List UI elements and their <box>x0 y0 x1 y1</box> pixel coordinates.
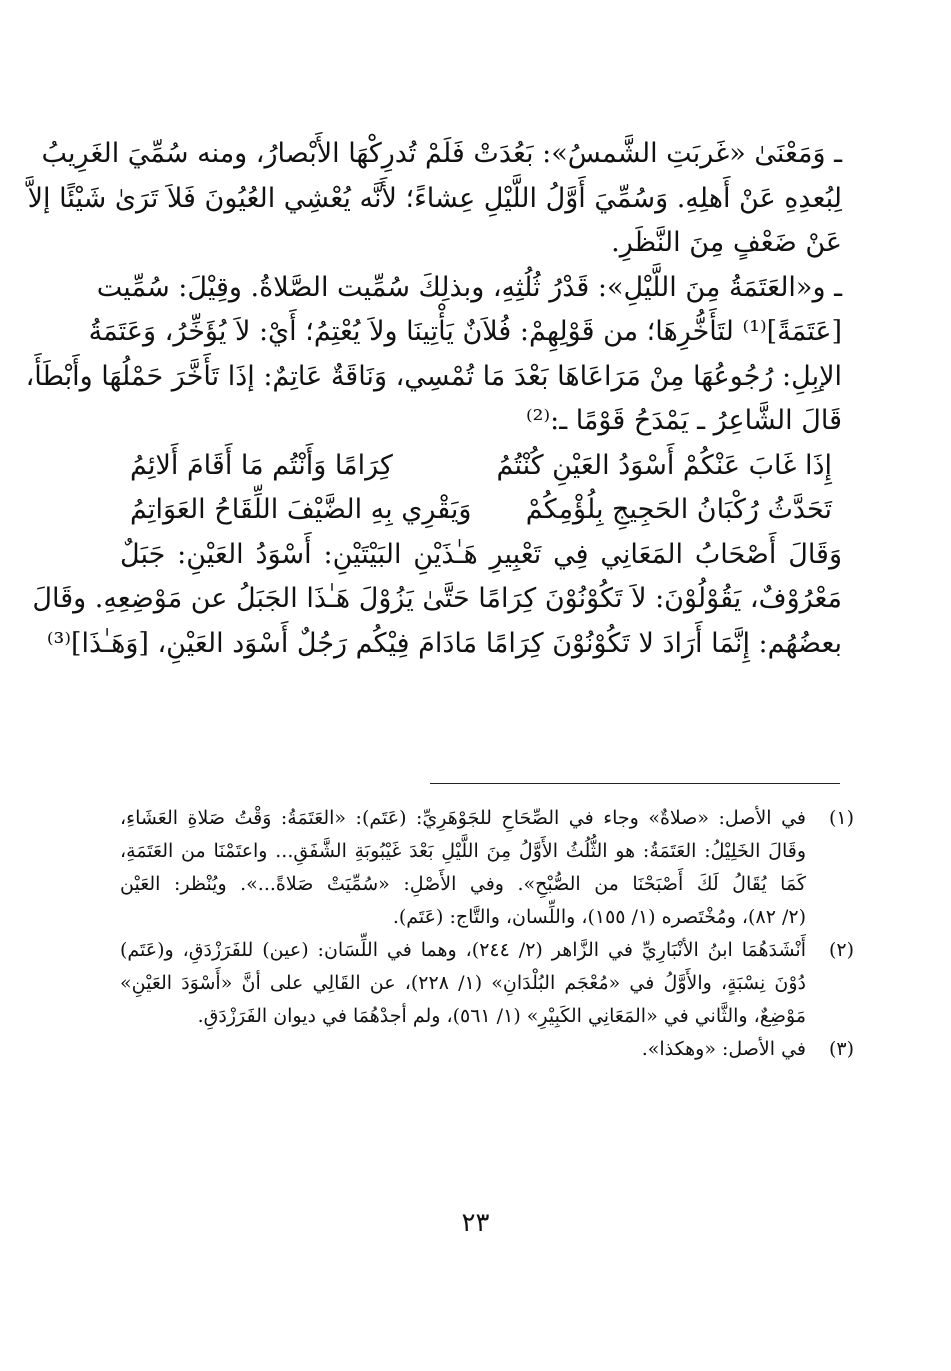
footnote-line: أَنْشَدَهُمَا ابنُ الأنْبَارِيِّ في الزَّاهر (٢/ ٢٤٤)، وهما في اللِّسَان: (عين) للفَرَزْدَقِ، و(عَتَم) <box>120 939 806 961</box>
footnote-number: (١) <box>828 807 854 829</box>
footnote <box>120 934 860 1033</box>
footnote-line: مَوْضِعٌ، والثَّاني في «المَعَانِي الكَبِيْرِ» (١/ ٥٦١)، ولم أجدْهُمَا في ديوان الفَرَزْدَقِ. <box>197 1005 806 1027</box>
text-line: عَنْ ضَعْفٍ مِنَ النَّظَرِ. <box>611 227 842 258</box>
text-line: وَقَالَ أَصْحَابُ المَعَانِي فِي تَعْبِيرِ هَـٰذَيْنِ البَيْتَيْنِ: أَسْوَدُ العَيْنِ: جَبَلٌ <box>120 538 842 570</box>
footnote-separator <box>430 783 840 784</box>
page-number: ٢٣ <box>461 1208 490 1238</box>
text-line: قَالَ الشَّاعِرُ ـ يَمْدَحُ قَوْمًا ـ:⁽²⁾ <box>526 405 842 436</box>
text-line: ـ و«العَتَمَةُ مِنَ اللَّيْلِ»: قَدْرُ ثُلُثِهِ، وبذلِكَ سُمِّيت الصَّلاةُ. وقِيْلَ: سُمِّيت <box>96 271 842 303</box>
verse-first-hemistich: إِذَا غَابَ عَنْكُمْ أَسْوَدُ العَيْنِ كُنْتُمُ <box>496 449 832 481</box>
text-line: الإبِلِ: رُجُوعُهَا مِنْ مَرَاعَاهَا بَعْدَ مَا تُمْسِي، وَنَاقَةٌ عَاتِمٌ: إذَا تَأَخَّرَ حَمْلُهَا وأَبْطَأَ، <box>25 360 842 392</box>
footnote-line: (٢/ ٨٢)، ومُخْتَصره (١/ ١٥٥)، واللِّسان، والتَّاج: (عَتَم). <box>392 906 806 928</box>
footnote-number: (٢) <box>828 939 854 961</box>
footnotes <box>120 802 860 1066</box>
text-line: لِبُعدِهِ عَنْ أَهلِهِ. وَسُمِّيَ أَوَّلُ اللَّيْلِ عِشاءً؛ لأَنَّه يُعْشِي العُيُونَ فَلاَ تَرَىٰ شَيْئًا إلاَّ <box>27 182 842 214</box>
poem-verse <box>120 488 842 533</box>
footnote-number: (٣) <box>828 1038 854 1060</box>
footnote <box>120 1033 860 1066</box>
footnote-line: وقَالَ الخَلِيْلُ: العَتَمَةُ: هو الثُّلُثُ الأَوَّلُ مِنَ اللَّيْلِ بَعْدَ غَيْبُوبَةِ الشَّفَقِ... واعتَمْنَا من العَتَمَةِ، <box>120 840 806 862</box>
text-line: [عَتَمَةً]⁽¹⁾ لتَأَخُّرِهَا؛ من قَوْلِهِمْ: فُلاَنٌ يَأْتِينَا ولاَ يُعْتِمُ؛ أَيْ: لاَ يُؤَخِّرُ، وَعَتَمَةُ <box>88 316 842 347</box>
verse-second-hemistich: وَيَقْرِي بِهِ الضَّيْفَ اللِّقَاحُ العَوَاتِمُ <box>130 494 472 525</box>
text-line: مَعْرُوْفٌ، يَقُوْلُوْنَ: لاَ تَكُوْنُوْنَ كِرَامًا حَتَّىٰ يَزُوْلَ هَـٰذَا الجَبَلُ عن مَوْضِعِهِ. وقَالَ <box>32 583 842 614</box>
footnote-line: دُوْنَ نِسْبَةٍ، والأَوَّلُ في «مُعْجَم البُلْدَانِ» (١/ ٢٢٨)، عن القَالِي على أنَّ «أَسْوَدَ العَيْنِ» <box>120 972 806 994</box>
verse-second-hemistich: كِرَامًا وَأَنْتُم مَا أَقَامَ أَلائِمُ <box>130 449 393 481</box>
poem-verse <box>120 444 842 489</box>
footnote-line: في الأصل: «وهكذا». <box>641 1038 806 1060</box>
main-text <box>25 132 842 666</box>
footnote <box>120 802 860 934</box>
text-line: بعضُهُم: إِنَّمَا أَرَادَ لا تَكُوْنُوْنَ كِرَامًا مَادَامَ فِيْكُم رَجُلٌ أَسْوَد العَيْنِ، [وَهَـٰذَا]⁽³⁾ <box>46 627 842 659</box>
footnote-line: كَمَا يُقَالُ لَكَ أَصْبَحْنَا من الصُّبْحِ». وفي الأَصْلِ: «سُمِّيَتْ صَلاةً...». ويُنْظر: العَيْن <box>120 873 806 895</box>
footnote-line: في الأصل: «صلاةٌ» وجاء في الصِّحَاحِ للجَوْهَرِيِّ: (عَتَم): «العَتَمَةُ: وَقْتُ صَلاةِ العَشَاءِ، <box>120 807 806 829</box>
verse-first-hemistich: تَحَدَّثُ رُكْبَانُ الحَجِيجِ بِلُؤْمِكُمْ <box>525 494 832 525</box>
text-line: ـ وَمَعْنَىٰ «غَربَتِ الشَّمسُ»: بَعُدَتْ فَلَمْ تُدرِكْهَا الأَبْصارُ، ومنه سُمِّيَ الغَرِيبُ <box>41 138 842 169</box>
